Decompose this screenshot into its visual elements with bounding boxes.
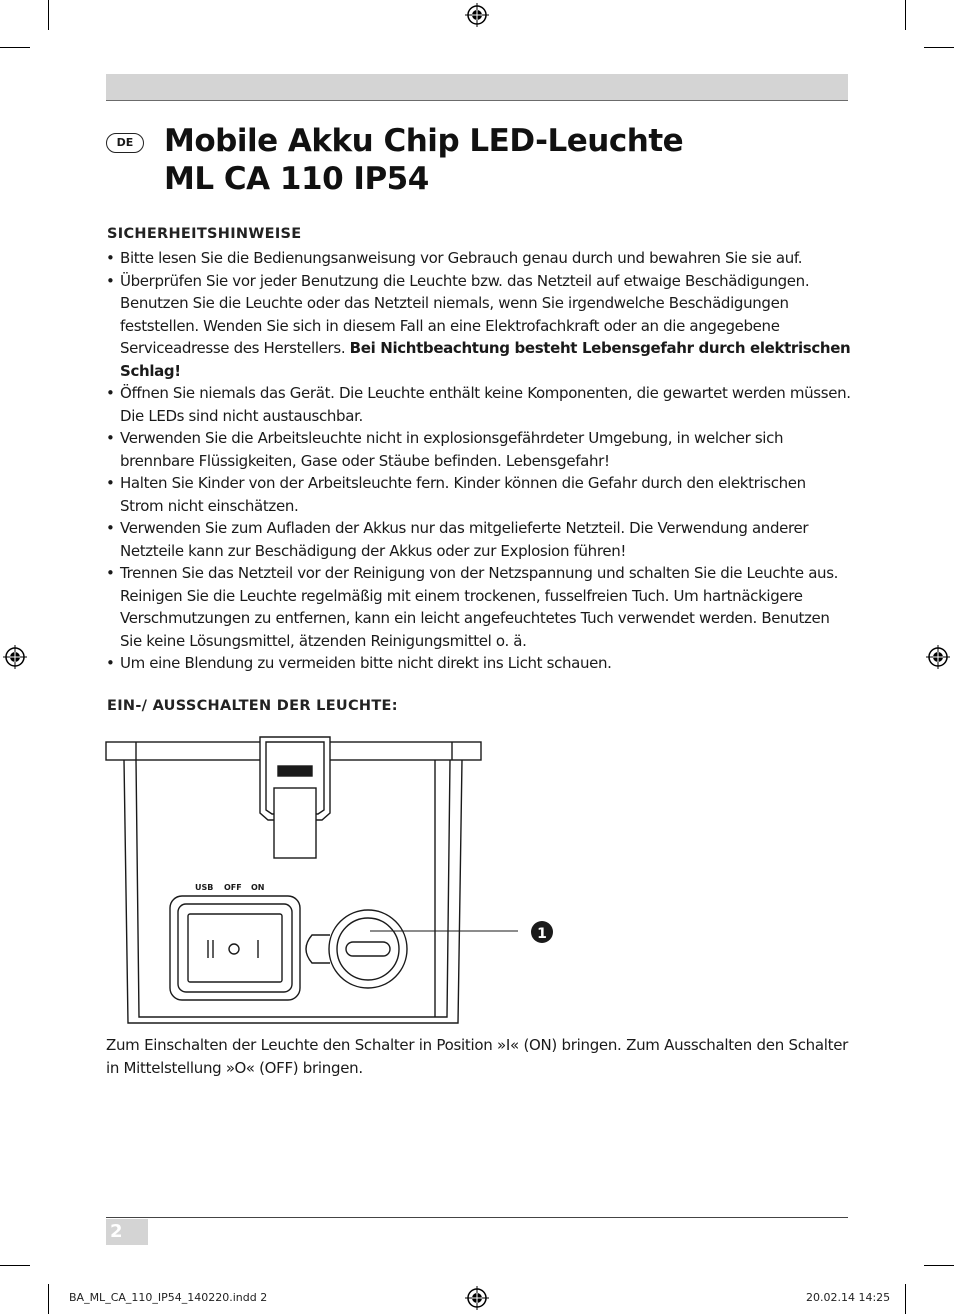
- language-badge: DE: [106, 133, 144, 153]
- safety-heading: SICHERHEITSHINWEISE: [107, 226, 302, 242]
- list-item: • Um eine Blendung zu vermeiden bitte nicht direkt ins Licht schauen.: [106, 652, 851, 675]
- registration-mark-icon: [465, 3, 489, 27]
- title-line-1: Mobile Akku Chip LED-Leuchte: [164, 123, 684, 159]
- switch-heading: EIN-/ AUSSCHALTEN DER LEUCHTE:: [107, 698, 398, 714]
- on-label: ON: [251, 883, 265, 892]
- list-item: • Verwenden Sie die Arbeitsleuchte nicht in explosionsgefährdeter Umgebung, in welcher sich brennbare Flüssigkeiten, Gase oder Stäube befinden. Lebensgefahr!: [106, 427, 851, 472]
- off-label: OFF: [224, 883, 242, 892]
- title-line-2: ML CA 110 IP54: [164, 161, 429, 197]
- crop-mark: [924, 1265, 954, 1266]
- callout-number: 1: [537, 926, 547, 942]
- registration-mark-icon: [926, 645, 950, 669]
- crop-mark: [924, 47, 954, 48]
- list-item: • Überprüfen Sie vor jeder Benutzung die Leuchte bzw. das Netzteil auf etwaige Beschädigungen. Benutzen Sie die Leuchte oder das Netzteil niemals, wenn Sie irgendwelche Beschädigungen feststellen. Wenden Sie sich in diesem Fall an eine Elektrofachkraft oder an die angegebene Serviceadresse des Herstellers. Bei Nichtbeachtung besteht Lebensgefahr durch elektrischen Schlag!: [106, 270, 851, 383]
- crop-mark: [0, 1265, 30, 1266]
- page-number: 2: [106, 1219, 148, 1245]
- list-item: • Verwenden Sie zum Aufladen der Akkus nur das mitgelieferte Netzteil. Die Verwendung anderer Netzteile kann zur Beschädigung der Akkus oder zur Explosion führen!: [106, 517, 851, 562]
- switch-description: Zum Einschalten der Leuchte den Schalter in Position »I« (ON) bringen. Zum Ausschalten den Schalter in Mittelstellung »O« (OFF) bringen.: [106, 1036, 848, 1077]
- safety-list: [106, 247, 851, 675]
- list-item: • Öffnen Sie niemals das Gerät. Die Leuchte enthält keine Komponenten, die gewartet werden müssen. Die LEDs sind nicht austauschbar.: [106, 382, 851, 427]
- crop-mark: [0, 47, 30, 48]
- list-item: • Halten Sie Kinder von der Arbeitsleuchte fern. Kinder können die Gefahr durch den elektrischen Strom nicht einschätzen.: [106, 472, 851, 517]
- list-item: • Trennen Sie das Netzteil vor der Reinigung von der Netzspannung und schalten Sie die Leuchte aus. Reinigen Sie die Leuchte regelmäßig mit einem trockenen, fusselfreien Tuch. Um hartnäckigere Verschmutzungen zu entfernen, kann ein leicht angefeuchtetes Tuch verwendet werden. Benutzen Sie keine Lösungsmittel, ätzenden Reinigungsmittel o. ä.: [106, 562, 851, 652]
- crop-mark: [905, 0, 906, 30]
- header-bar: [106, 74, 848, 101]
- device-illustration: [100, 730, 560, 1030]
- date-slug: 20.02.14 14:25: [806, 1291, 891, 1304]
- crop-mark: [48, 1284, 49, 1314]
- registration-mark-icon: [465, 1286, 489, 1310]
- registration-mark-icon: [3, 645, 27, 669]
- crop-mark: [905, 1284, 906, 1314]
- usb-label: USB: [195, 883, 214, 892]
- page-title: [164, 122, 683, 198]
- crop-mark: [48, 0, 49, 30]
- file-slug: BA_ML_CA_110_IP54_140220.indd 2: [69, 1291, 268, 1304]
- list-item: • Bitte lesen Sie die Bedienungsanweisung vor Gebrauch genau durch und bewahren Sie sie auf.: [106, 247, 851, 270]
- footer-divider: [106, 1217, 848, 1218]
- warning-text: Bei Nichtbeachtung besteht Lebensgefahr durch elektrischen Schlag!: [120, 339, 851, 380]
